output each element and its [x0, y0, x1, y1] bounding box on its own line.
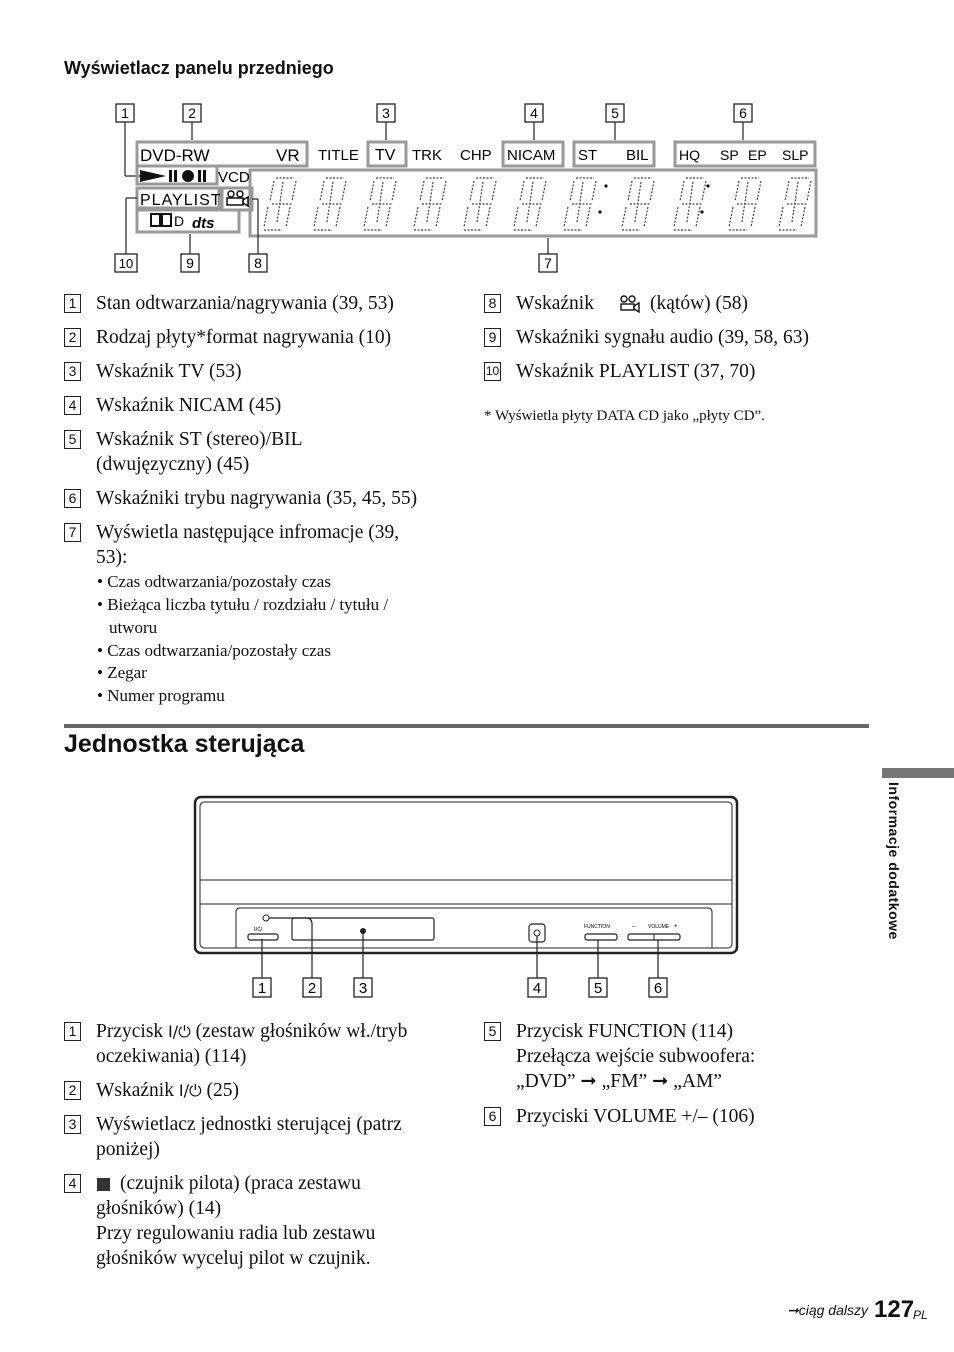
callout-10 [115, 254, 137, 272]
svg-text:TRK: TRK [412, 147, 442, 164]
svg-text:5: 5 [593, 980, 603, 997]
power-icon: I/⏻ [168, 1022, 191, 1041]
callout-8 [249, 254, 267, 272]
svg-text:+: + [674, 924, 678, 930]
callout-1 [116, 104, 134, 122]
callout-5 [606, 104, 624, 122]
unit-callout-4 [528, 978, 546, 997]
svg-text:1: 1 [257, 980, 267, 997]
svg-text:6: 6 [739, 105, 747, 121]
svg-text:7: 7 [544, 255, 552, 271]
svg-text:VOLUME: VOLUME [648, 924, 670, 930]
svg-text:ST: ST [578, 147, 598, 164]
unit-item-1: 1 Przycisk I/⏻ (zestaw głośników wł./tryb oczekiwania) (114) [64, 1019, 464, 1071]
unit-item-3: 3 Wyświetlacz jednostki sterującej (patrz poniżej) [64, 1112, 464, 1164]
angle-icon [618, 294, 642, 314]
remote-sensor-icon [97, 1178, 110, 1191]
playback-status-icons [140, 170, 206, 182]
bullet-4: • Zegar [97, 663, 147, 682]
svg-text:2: 2 [307, 980, 317, 997]
svg-text:6: 6 [653, 980, 663, 997]
front-panel-display-diagram [100, 98, 830, 278]
svg-text:9: 9 [186, 255, 194, 271]
svg-text:FUNCTION: FUNCTION [584, 924, 610, 930]
segment-digits [264, 178, 811, 230]
unit-item-4: 4 (czujnik pilota) (praca zestawu głośników) (14) Przy regulowaniu radia lub zestawu głośników wyceluj pilot w czujnik. [64, 1171, 464, 1273]
page-number: 127 [874, 1296, 915, 1323]
svg-text:1: 1 [121, 105, 129, 121]
unit-callout-5 [589, 978, 607, 997]
svg-text:8: 8 [254, 255, 262, 271]
svg-text:EP: EP [748, 147, 767, 163]
svg-text:5: 5 [611, 105, 619, 121]
dts-logo: dts [192, 215, 215, 232]
section-heading-display: Wyświetlacz panelu przedniego [64, 58, 334, 78]
svg-text:BIL: BIL [626, 147, 649, 164]
svg-text:3: 3 [358, 980, 368, 997]
svg-text:PLAYLIST: PLAYLIST [140, 192, 222, 209]
svg-text:VR: VR [276, 146, 300, 165]
svg-text:TITLE: TITLE [318, 147, 359, 164]
side-tab-label: Informacje dodatkowe [886, 782, 902, 940]
section-heading-unit: Jednostka sterująca [64, 730, 305, 758]
callout-6 [734, 104, 752, 122]
power-icon: I/⏻ [178, 1081, 202, 1100]
page-language-suffix: PL [913, 1308, 928, 1322]
bullet-1: • Czas odtwarzania/pozostały czas [97, 572, 331, 591]
angle-icon [227, 191, 248, 206]
svg-text:HQ: HQ [679, 147, 700, 163]
side-tab-marker [882, 768, 954, 778]
svg-text:4: 4 [532, 980, 542, 997]
svg-text:VCD: VCD [218, 169, 250, 186]
svg-text:NICAM: NICAM [507, 147, 556, 164]
svg-text:I/⏻: I/⏻ [254, 927, 263, 933]
callout-3 [377, 104, 395, 122]
svg-text:3: 3 [382, 105, 390, 121]
unit-callout-6 [649, 978, 667, 997]
callout-9 [181, 254, 199, 272]
svg-text:4: 4 [530, 105, 538, 121]
svg-text:SLP: SLP [782, 147, 809, 163]
display-item-7: 7 Wyświetla następujące infromacje (39, 53): [64, 520, 464, 572]
footnote: * Wyświetla płyty DATA CD jako „płyty CD”. [484, 408, 765, 424]
bullet-3: • Czas odtwarzania/pozostały czas [97, 641, 331, 660]
control-unit-diagram [192, 794, 742, 1004]
dolby-digital-icon [151, 213, 184, 229]
display-item-5: 5 Wskaźnik ST (stereo)/BIL (dwujęzyczny) (45) [64, 427, 464, 479]
colon-dots [598, 184, 709, 213]
svg-text:DVD-RW: DVD-RW [140, 146, 210, 165]
bullet-5: • Numer programu [97, 686, 225, 705]
continued-label: ➞ciąg dalszy [787, 1302, 868, 1318]
svg-text:D: D [174, 213, 185, 229]
bullet-2-cont: utworu [109, 618, 158, 637]
unit-callout-3 [354, 978, 372, 997]
unit-callout-2 [303, 978, 321, 997]
unit-item-5: 5 Przycisk FUNCTION (114) Przełącza wejście subwoofera: „DVD” ➞ „FM” ➞ „AM” [484, 1019, 884, 1097]
svg-text:2: 2 [188, 105, 196, 121]
svg-text:–: – [632, 924, 636, 930]
svg-text:CHP: CHP [460, 147, 492, 164]
unit-callout-1 [253, 978, 271, 997]
section-divider [64, 724, 869, 728]
svg-text:TV: TV [375, 147, 396, 164]
svg-text:10: 10 [118, 256, 134, 271]
bullet-2: • Bieżąca liczba tytułu / rozdziału / tytułu / [97, 595, 389, 614]
callout-2 [183, 104, 201, 122]
callout-7 [539, 254, 557, 272]
svg-text:SP: SP [720, 147, 739, 163]
callout-4 [525, 104, 543, 122]
